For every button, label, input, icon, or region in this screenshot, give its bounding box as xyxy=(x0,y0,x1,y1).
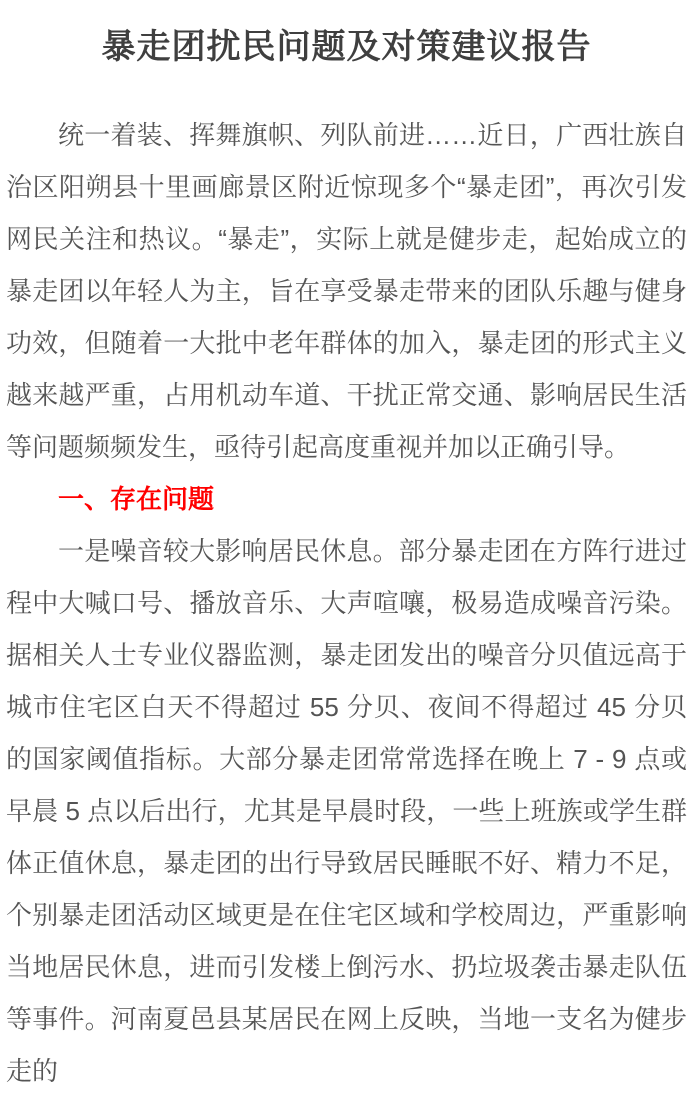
body-paragraph: 一是噪音较大影响居民休息。部分暴走团在方阵行进过程中大喊口号、播放音乐、大声喧嚷，极易造成噪音污染。据相关人士专业仪器监测，暴走团发出的噪音分贝值远高于城市住宅区白天不得超过 55 分贝、夜间不得超过 45 分贝的国家阈值指标。大部分暴走团常常选择在晚上 7 - 9 点或早晨 5 点以后出行，尤其是早晨时段，一些上班族或学生群体正值休息，暴走团的出行导致居民睡眠不好、精力不足，个别暴走团活动区域更是在住宅区域和学校周边，严重影响当地居民休息，进而引发楼上倒污水、扔垃圾袭击暴走队伍等事件。河南夏邑县某居民在网上反映，当地一支名为健步走的 xyxy=(6,536,687,1086)
document-body xyxy=(6,109,687,1097)
document-title: 暴走团扰民问题及对策建议报告 xyxy=(101,28,592,66)
section-heading: 一、存在问题 xyxy=(58,484,215,514)
body-paragraph: 统一着装、挥舞旗帜、列队前进……近日，广西壮族自治区阳朔县十里画廊景区附近惊现多个“暴走团”，再次引发网民关注和热议。“暴走”，实际上就是健步走，起始成立的暴走团以年轻人为主，旨在享受暴走带来的团队乐趣与健身功效，但随着一大批中老年群体的加入，暴走团的形式主义越来越严重，占用机动车道、干扰正常交通、影响居民生活等问题频频发生，亟待引起高度重视并加以正确引导。 xyxy=(6,120,687,462)
